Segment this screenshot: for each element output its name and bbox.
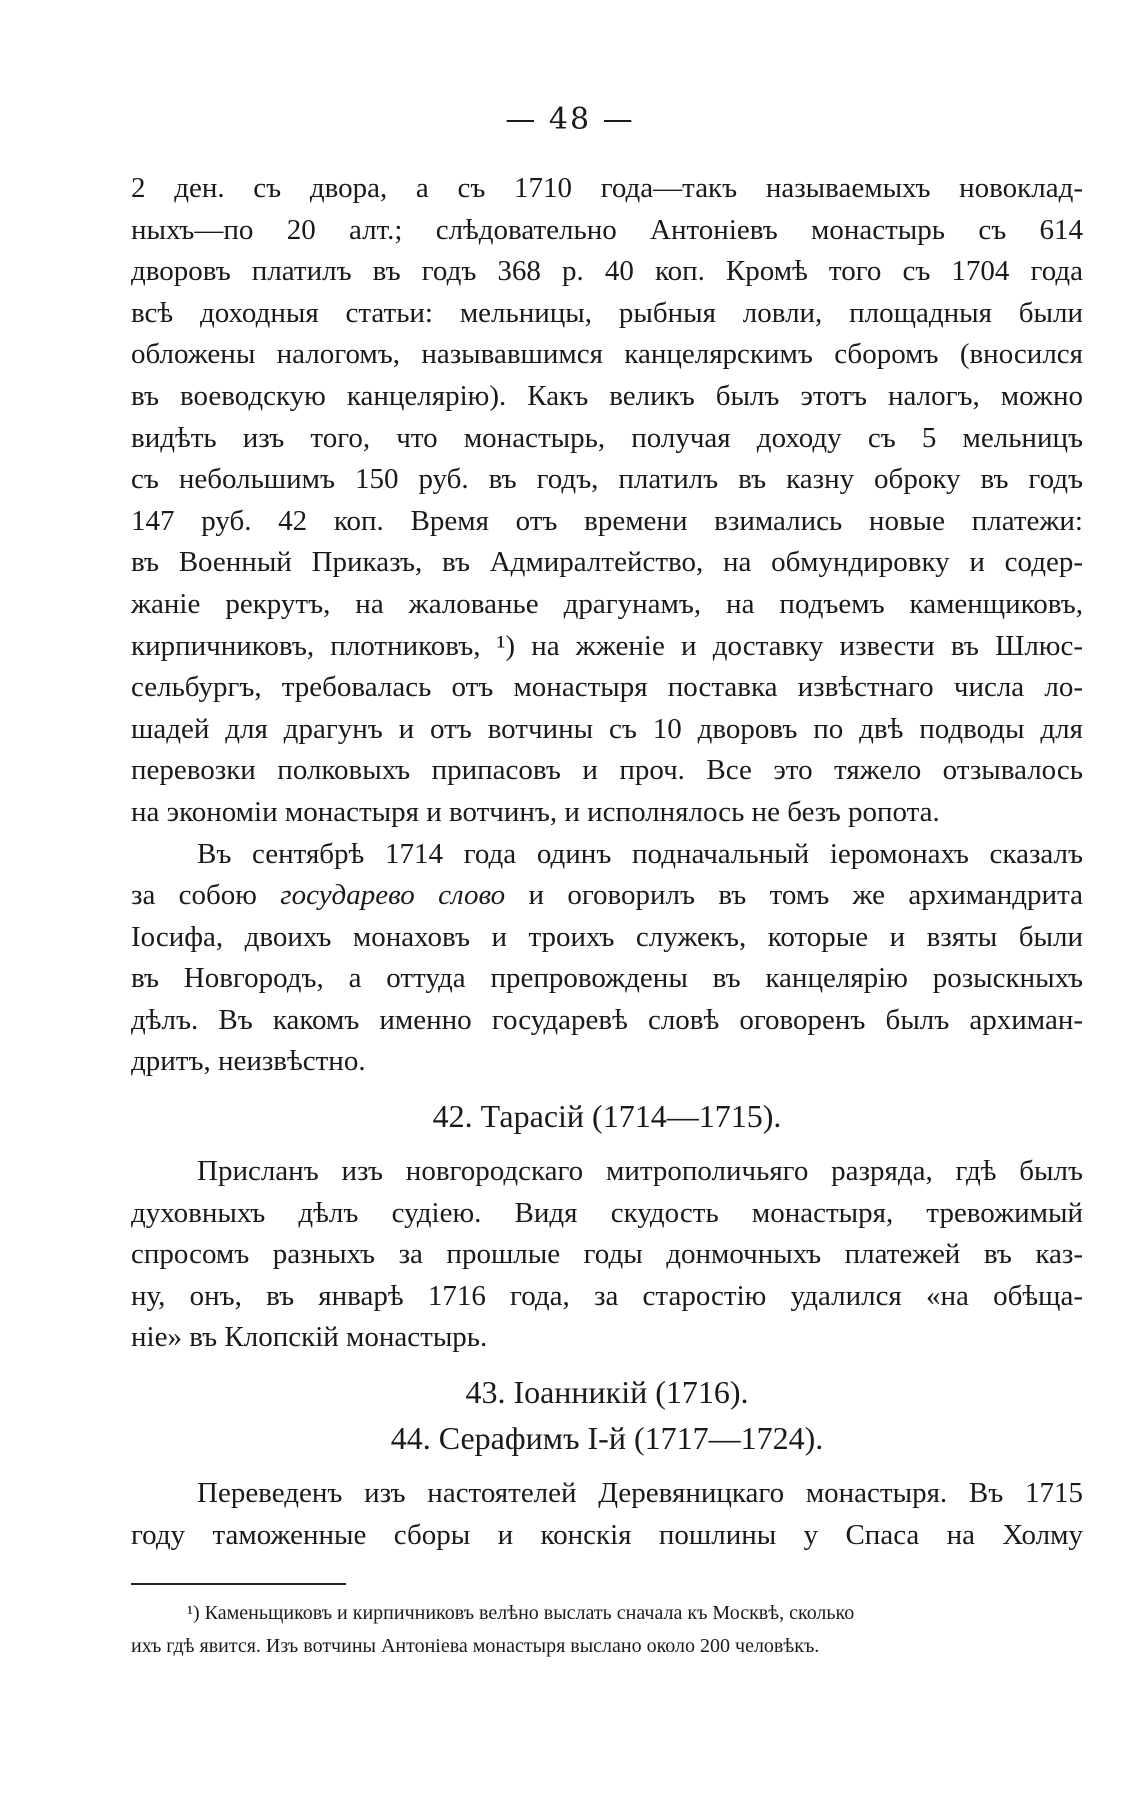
text-line: дворовъ платилъ въ годъ 368 р. 40 коп. Кромѣ того съ 1704 года	[131, 255, 1083, 288]
paragraph-4	[131, 1473, 1083, 1556]
text-line: ныхъ—по 20 алт.; слѣдовательно Антоніевъ монастырь съ 614	[131, 213, 1083, 246]
text-line: дритъ, неизвѣстно.	[131, 1045, 366, 1078]
text-line: жаніе рекрутъ, на жалованье драгунамъ, на подъемъ каменщиковъ,	[131, 587, 1083, 620]
section-heading-44: 44. Серафимъ І-й (1717—1724).	[390, 1420, 824, 1457]
text-line: всѣ доходныя статьи: мельницы, рыбныя ловли, площадныя были	[131, 296, 1083, 329]
paragraph-3	[131, 1151, 1083, 1359]
text-line: Присланъ изъ новгородскаго митрополичьяго разряда, гдѣ былъ	[197, 1155, 1083, 1188]
text-line: ну, онъ, въ январѣ 1716 года, за старостію удалился «на обѣща-	[131, 1279, 1083, 1312]
text-line: шадей для драгунъ и отъ вотчины съ 10 дворовъ по двѣ подводы для	[131, 712, 1083, 745]
footnote-divider	[131, 1583, 346, 1585]
text-line	[131, 875, 1083, 917]
text-line: спросомъ разныхъ за прошлые годы донмочныхъ платежей въ каз-	[131, 1238, 1083, 1271]
body-text	[131, 168, 1083, 1556]
text-line: Іосифа, двоихъ монаховъ и троихъ служекъ, которые и взяты были	[131, 920, 1083, 953]
section-heading-42: 42. Тарасій (1714—1715).	[432, 1098, 782, 1135]
footnote-line: ихъ гдѣ явится. Изъ вотчины Антоніева монастыря выслано около 200 человѣкъ.	[131, 1635, 820, 1657]
footnote-line: ¹) Каменьщиковъ и кирпичниковъ велѣно выслать сначала къ Москвѣ, сколько	[187, 1602, 855, 1624]
paragraph-2	[131, 834, 1083, 1084]
text-line: духовныхъ дѣлъ судіею. Видя скудость монастыря, тревожимый	[131, 1196, 1083, 1229]
text-line: ніе» въ Клопскій монастырь.	[131, 1321, 488, 1354]
text-line: Переведенъ изъ настоятелей Деревяницкаго монастыря. Въ 1715	[197, 1477, 1083, 1510]
page-number: — 48 —	[505, 102, 635, 137]
text-line: обложены налогомъ, называвшимся канцелярскимъ сборомъ (вносился	[131, 338, 1083, 371]
text-line: видѣть изъ того, что монастырь, получая доходу съ 5 мельницъ	[131, 421, 1083, 454]
text-line: Въ сентябрѣ 1714 года одинъ подначальный іеромонахъ сказалъ	[197, 837, 1083, 870]
text-line: въ Военный Приказъ, въ Адмиралтейство, на обмундировку и содер-	[131, 546, 1083, 579]
text-line: съ небольшимъ 150 руб. въ годъ, платилъ въ казну оброку въ годъ	[131, 463, 1083, 496]
text-fragment: за собою	[131, 879, 281, 912]
text-line: 2 ден. съ двора, а съ 1710 года—такъ называемыхъ новоклад-	[131, 172, 1083, 204]
text-fragment: и оговорилъ въ томъ же архимандрита	[505, 879, 1083, 912]
paragraph-1	[131, 168, 1083, 834]
text-line: сельбургъ, требовалась отъ монастыря поставка извѣстнаго числа ло-	[131, 671, 1083, 704]
text-line: кирпичниковъ, плотниковъ, ¹) на жженіе и доставку извести въ Шлюс-	[131, 629, 1083, 662]
text-line: въ воеводскую канцелярію). Какъ великъ былъ этотъ налогъ, можно	[131, 379, 1083, 412]
text-line: на экономіи монастыря и вотчинъ, и исполнялось не безъ ропота.	[131, 795, 940, 828]
emphasized-phrase: государево слово	[280, 879, 506, 912]
text-line: 147 руб. 42 коп. Время отъ времени взимались новые платежи:	[131, 504, 1083, 537]
text-line: перевозки полковыхъ припасовъ и проч. Все это тяжело отзывалось	[131, 754, 1083, 787]
section-heading-43: 43. Іоанникій (1716).	[465, 1374, 749, 1411]
text-line: въ Новгородъ, а оттуда препровождены въ канцелярію розыскныхъ	[131, 962, 1083, 995]
text-line: дѣлъ. Въ какомъ именно государевѣ словѣ оговоренъ былъ архиман-	[131, 1003, 1083, 1036]
text-line: году таможенные сборы и конскія пошлины у Спаса на Холму	[131, 1518, 1083, 1551]
footnotes	[131, 1597, 1083, 1663]
